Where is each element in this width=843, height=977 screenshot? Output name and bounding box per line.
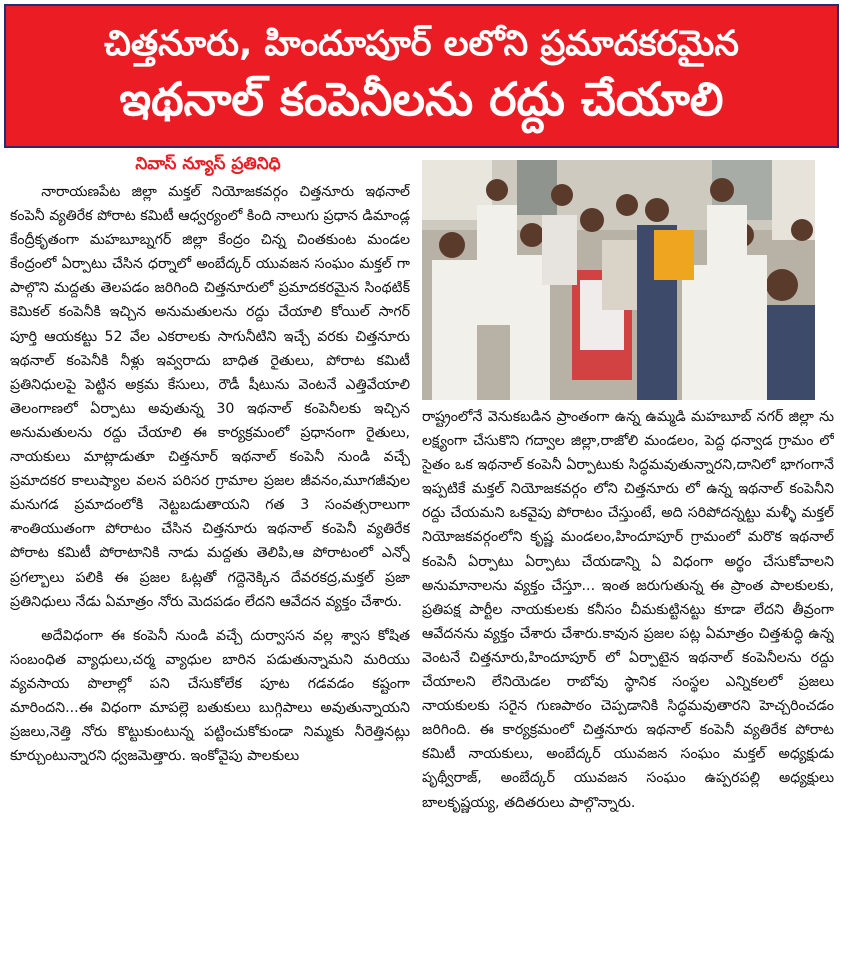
news-photo <box>422 160 815 400</box>
headline-line-1: చిత్తనూరు, హిందూపూర్ లలోని ప్రమాదకరమైన <box>104 24 739 65</box>
headline-line-2: ఇథనాల్ కంపెనీలను రద్దు చేయాలి <box>119 72 724 127</box>
protest-photo-image <box>422 160 815 400</box>
article-paragraph-2: అదేవిధంగా ఈ కంపెనీ నుండి వచ్చే దుర్వాసన వల్ల శ్వాస కోషిత సంబంధిత వ్యాధులు,చర్మ వ్యాధుల బారిన పడుతున్నామని మరియు వ్యవసాయ పొలాల్లో పని చేసుకోలేక పూట గడవడం కష్టంగా మారిందని...ఈ విధంగా మాపల్లె బతుకులు బుగ్గిపాలు అవుతున్నాయని ప్రజలు,నెత్తి నోరు కొట్టుకుంటున్న పట్టించుకోకుండా నిమ్మకు నీరెత్తినట్లు కూర్చుంటున్నారని ధ్వజమెత్తారు. ఇంకోవైపు పాలకులు <box>10 627 410 765</box>
article-paragraph-1: నారాయణపేట జిల్లా మక్తల్ నియోజకవర్గం చిత్తనూరు ఇథనాల్ కంపెనీ వ్యతిరేక పోరాట కమిటీ ఆధ్వర్యంలో కింది నాలుగు ప్రధాన డిమాండ్ల కేంద్రీకృతంగా మహబూబ్నగర్ జిల్లా కేంద్రం చిన్న చింతకుంట మండల కేంద్రంలో ఏర్పాటు చేసిన ధర్నాలో అంబేద్కర్ యువజన సంఘం మక్తల్ గా పాల్గొని మద్దతు తెలపడం జరిగింది చిత్తనూరులో ప్రమాదకరమైన సింథటిక్ కెమికల్ కంపెనీకి ఇచ్చిన అనుమతులను రద్దు చేయాలి కోయిల్ సాగర్ పూర్తి ఆయకట్టు 52 వేల ఎకరాలకు సాగునీటిని ఇచ్చే వరకు చిత్తనూరు ఇథనాల్ కంపెనీకి నీళ్లు ఇవ్వరాదు బాధిత రైతులు, పోరాట కమిటీ ప్రతినిధులపై పెట్టిన అక్రమ కేసులు, రౌడీ షీటును వెంటనే ఎత్తివేయాలి తెలంగాణలో ఏర్పాటు అవుతున్న 30 ఇథనాల్ కంపెనీలకు ఇచ్చిన అనుమతులను రద్దు చేయాలి ఈ కార్యక్రమంలో ప్రధానంగా రైతులు, నాయకులు మాట్లాడుతూ చిత్తనూర్ ఇథనాల్ కంపెనీ నుండి వచ్చే ప్రమాదకర కాలుష్యాల వలన పరిసర గ్రామాల ప్రజల జీవనం,మూగజీవుల మనుగడ ప్రమాదంలోకి నెట్టబడుతాయని గత 3 సంవత్సరాలుగా శాంతియుతంగా పోరాటం చేసిన చిత్తనూరు ఇథనాల్ కంపెనీ వ్యతిరేక పోరాట కమిటీ పోరాటానికి నాడు మద్దతు తెలిపి,ఆ పోరాటంలో ఎన్నో ప్రగల్బాలు పలికి ఈ ప్రజల ఓట్లతో గద్దెనెక్కిన దేవరకద్ర,మక్తల్ ప్రజా ప్రతినిధులు నేడు ఏమాత్రం నోరు మెదపడం లేదని ఆవేదన వ్యక్తం చేశారు. <box>10 184 410 610</box>
byline: నివాస్ న్యూస్ ప్రతినిధి <box>135 154 281 174</box>
headline-banner <box>4 4 839 148</box>
article-column-left <box>10 180 410 970</box>
article-paragraph-3: రాష్ట్రంలోనే వెనుకబడిన ప్రాంతంగా ఉన్న ఉమ్మడి మహబూబ్ నగర్ జిల్లా ను లక్ష్యంగా చేసుకొని గద్వాల జిల్లా,రాజోలి మండలం, పెద్ద ధన్వాడ గ్రామం లో సైతం ఒక ఇథనాల్ కంపెనీ ఏర్పాటుకు సిద్ధమవుతున్నారని,దానిలో భాగంగానే ఇప్పటికే మక్తల్ నియోజకవర్గం లోని చిత్తనూరు లో ఉన్న ఇథనాల్ కంపెనీని రద్దు చేయమని ఒకవైపు పోరాటం చేస్తుంటే, అది సరిపోదన్నట్టు మళ్ళీ మక్తల్ నియోజకవర్గంలోని కృష్ణ మండలం,హిందూపూర్ గ్రామంలో మరొక ఇథనాల్ కంపెనీ ఏర్పాటు ఏర్పాటు చేయడాన్ని ఏ విధంగా అర్థం చేసుకోవాలని అనుమానాలను వ్యక్తం చేస్తూ... ఇంత జరుగుతున్న ఈ ప్రాంత పాలకులకు, ప్రతిపక్ష పార్టీల నాయకులకు కనీసం చీమకుట్టినట్టు కూడా లేదని తీవ్రంగా ఆవేదనను వ్యక్తం చేశారు చేశారు.కావున ప్రజల పట్ల ఏమాత్రం చిత్తశుద్ధి ఉన్న వెంటనే చిత్తనూరు,హిందూపూర్ లో ఏర్పాటైన ఇథనాల్ కంపెనీలను రద్దు చేయాలని లేనియెడల రాబోవు స్థానిక సంస్థల ఎన్నికలలో ప్రజలు నాయకులకు సరైన గుణపాఠం చెప్పడానికి సిద్ధమవుతారని హెచ్చరించడం జరిగింది. ఈ కార్యక్రమంలో చిత్తనూరు ఇథనాల్ కంపెనీ వ్యతిరేక పోరాట కమిటీ నాయకులు, అంబేద్కర్ యువజన సంఘం మక్తల్ అధ్యక్షుడు పృథ్వీరాజ్, అంబేద్కర్ యువజన సంఘం ఉప్పరపల్లి అధ్యక్షులు బాలకృష్ణయ్య, తదితరులు పాల్గొన్నారు. <box>422 409 834 811</box>
article-column-right <box>422 405 834 973</box>
